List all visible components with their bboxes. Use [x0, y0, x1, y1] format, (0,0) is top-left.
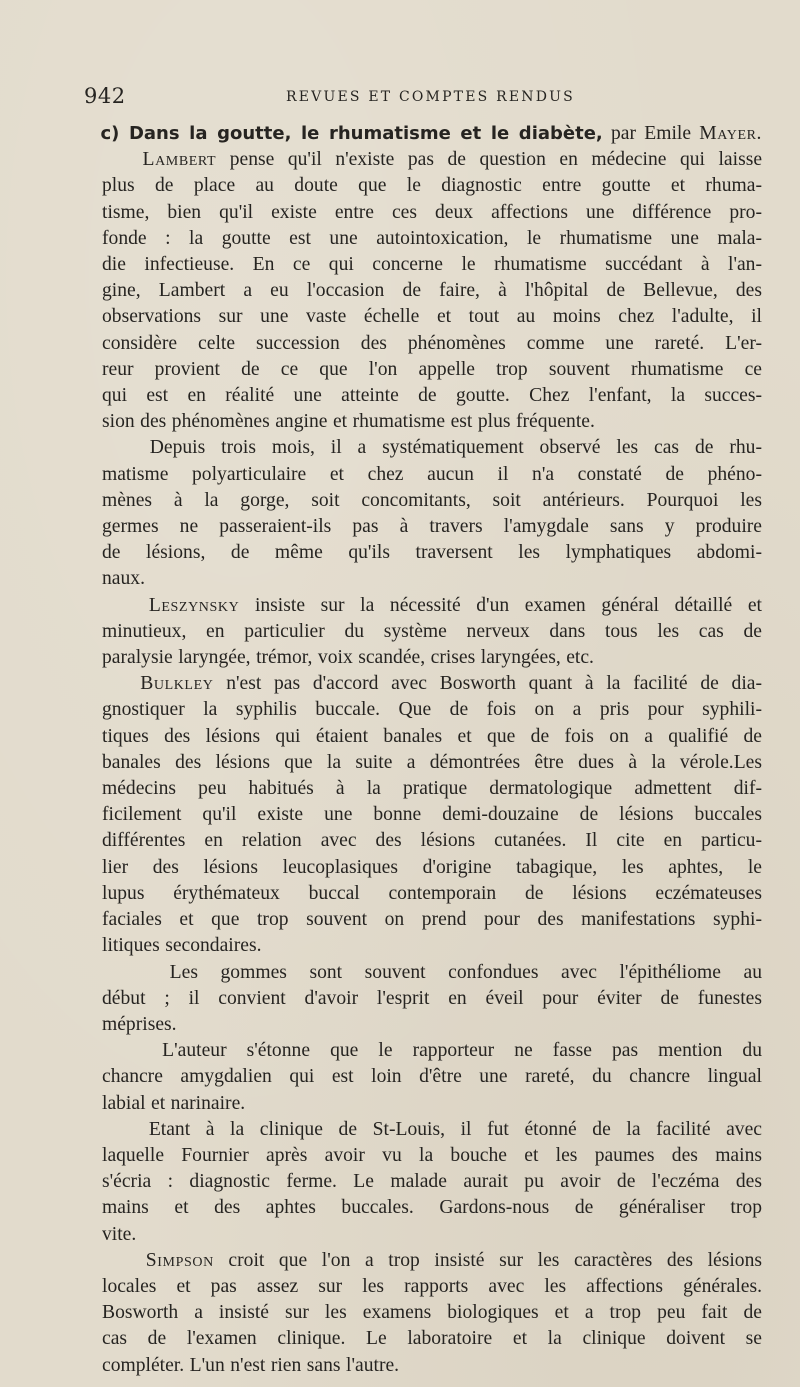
cited-author: Simpson	[145, 1249, 214, 1271]
line-text: gnostiquer la syphilis buccale. Que de fois on a pris pour syphili-	[102, 699, 762, 721]
line-text: insiste sur la nécessité d'un examen général détaillé et	[254, 594, 762, 616]
line-text: médecins peu habitués à la pratique dermatologique admettent dif-	[102, 778, 762, 800]
text-line	[84, 147, 762, 173]
line-text: début ; il convient d'avoir l'esprit en éveil pour éviter de funestes	[102, 987, 762, 1009]
line-text: paralysie laryngée, trémor, voix scandée, crises laryngées, etc.	[102, 647, 594, 669]
text-line	[84, 252, 762, 278]
text-line	[84, 907, 762, 933]
line-text: labial et narinaire.	[102, 1092, 246, 1114]
section-by: par Emile	[611, 123, 692, 144]
line-text: pense qu'il n'existe pas de question en médecine qui laisse	[229, 149, 762, 171]
line-text: L'auteur s'étonne que le rapporteur ne fasse pas mention du	[162, 1040, 762, 1062]
line-text: litiques secondaires.	[102, 935, 262, 957]
paragraph	[84, 960, 762, 1039]
text-line	[84, 1117, 762, 1143]
text-line	[84, 200, 762, 226]
text-line	[84, 1300, 762, 1326]
text-line	[84, 802, 762, 828]
line-text: qui est en réalité une atteinte de goutte. Chez l'enfant, la succes-	[102, 385, 762, 407]
line-text: Etant à la clinique de St-Louis, il fut étonné de la facilité avec	[148, 1118, 762, 1140]
text-line	[84, 488, 762, 514]
text-line	[84, 173, 762, 199]
text-line	[84, 1326, 762, 1352]
text-line	[84, 435, 762, 461]
line-text: banales des lésions que la suite a démontrées être dues à la vérole.Les	[102, 751, 762, 773]
line-text: die infectieuse. En ce qui concerne le rhumatisme succédant à l'an-	[102, 254, 762, 276]
line-text: différentes en relation avec des lésions cutanées. Il cite en particu-	[102, 830, 762, 852]
line-text: cas de l'examen clinique. Le laboratoire et la clinique doivent se	[102, 1328, 762, 1350]
cited-author: Leszynsky	[148, 594, 240, 616]
line-text: fonde : la goutte est une autointoxication, le rhumatisme une mala-	[102, 227, 762, 249]
line-text: plus de place au doute que le diagnostic entre goutte et rhuma-	[102, 175, 762, 197]
line-text: mènes à la gorge, soit concomitants, soit antérieurs. Pourquoi les	[102, 489, 762, 511]
line-text: mains et des aphtes buccales. Gardons-nous de généraliser trop	[102, 1197, 762, 1219]
running-head: REVUES ET COMPTES RENDUS	[286, 89, 575, 105]
line-text: s'écria : diagnostic ferme. Le malade aurait pu avoir de l'eczéma des	[102, 1171, 762, 1193]
line-text: compléter. L'un n'est rien sans l'autre.	[102, 1354, 400, 1376]
paragraph	[84, 593, 762, 672]
text-line	[84, 1169, 762, 1195]
line-text: n'est pas d'accord avec Bosworth quant à la facilité de dia-	[226, 673, 762, 695]
text-line	[84, 960, 762, 986]
line-text: ficilement qu'il existe une bonne demi-douzaine de lésions buccales	[102, 804, 762, 826]
line-text: minutieux, en particulier du système nerveux dans tous les cas de	[102, 620, 762, 642]
line-text: faciales et que trop souvent on prend pour des manifestations syphi-	[102, 909, 762, 931]
text-line	[84, 671, 762, 697]
text-line	[84, 1091, 762, 1117]
text-line	[84, 383, 762, 409]
text-line	[84, 750, 762, 776]
paragraph	[84, 147, 762, 435]
text-line	[84, 462, 762, 488]
line-text: laquelle Fournier après avoir vu la bouche et les paumes des mains	[102, 1144, 762, 1166]
line-text: matisme polyarticulaire et chez aucun il n'a constaté de phéno-	[102, 463, 762, 485]
line-text: méprises.	[102, 1013, 177, 1035]
cited-author: Lambert	[142, 149, 217, 171]
text-line	[84, 409, 762, 435]
text-line	[84, 619, 762, 645]
line-text: tiques des lésions qui étaient banales et que de fois on a qualifié de	[102, 725, 762, 747]
text-line	[84, 1143, 762, 1169]
text-line	[84, 776, 762, 802]
cited-author: Bulkley	[140, 673, 214, 695]
text-line	[84, 1064, 762, 1090]
line-text: Les gommes sont souvent confondues avec l'épithéliome au	[169, 961, 762, 983]
page-header	[84, 84, 762, 114]
line-text: sion des phénomènes angine et rhumatisme est plus fréquente.	[102, 411, 595, 433]
paragraph	[84, 1248, 762, 1379]
paragraph-list	[84, 147, 762, 1379]
line-text: naux.	[102, 568, 145, 590]
line-text: lier des lésions leucoplasiques d'origine tabagique, les aphtes, le	[102, 856, 762, 878]
text-line	[84, 1195, 762, 1221]
text-line	[84, 1274, 762, 1300]
section-author: Mayer.	[699, 123, 762, 144]
section-label: c) Dans la goutte, le rhumatisme et le diabète,	[100, 123, 603, 144]
line-text: Bosworth a insisté sur les examens biologiques et a trop peu fait de	[102, 1302, 762, 1324]
text-line	[84, 331, 762, 357]
line-text: tisme, bien qu'il existe entre ces deux affections une différence pro-	[102, 201, 762, 223]
paragraph	[84, 1038, 762, 1117]
line-text: de lésions, de même qu'ils traversent les lymphatiques abdomi-	[102, 542, 762, 564]
text-line	[84, 357, 762, 383]
paragraph	[84, 435, 762, 592]
text-line	[84, 828, 762, 854]
text-line	[84, 226, 762, 252]
line-text: chancre amygdalien qui est loin d'être une rareté, du chancre lingual	[102, 1066, 762, 1088]
text-line	[84, 881, 762, 907]
paragraph	[84, 1117, 762, 1248]
line-text: lupus érythémateux buccal contemporain de lésions eczémateuses	[102, 882, 762, 904]
text-line	[84, 566, 762, 592]
text-line	[84, 514, 762, 540]
text-line	[84, 1012, 762, 1038]
text-line	[84, 1038, 762, 1064]
text-line	[84, 697, 762, 723]
text-line	[84, 724, 762, 750]
line-text: vite.	[102, 1223, 137, 1245]
line-text: croit que l'on a trop insisté sur les caractères des lésions	[228, 1249, 762, 1271]
section-heading	[84, 121, 762, 147]
line-text: germes ne passeraient-ils pas à travers l'amygdale sans y produire	[102, 516, 762, 538]
line-text: observations sur une vaste échelle et tout au moins chez l'adulte, il	[102, 306, 762, 328]
line-text: locales et pas assez sur les rapports avec les affections générales.	[102, 1275, 762, 1297]
paragraph	[84, 671, 762, 959]
text-line	[84, 278, 762, 304]
section-heading-line	[84, 121, 762, 147]
text-line	[84, 1248, 762, 1274]
line-text: Depuis trois mois, il a systématiquement observé les cas de rhu-	[149, 437, 762, 459]
text-line	[84, 1353, 762, 1379]
line-text: gine, Lambert a eu l'occasion de faire, à l'hôpital de Bellevue, des	[102, 280, 762, 302]
page-number: 942	[84, 84, 126, 108]
text-line	[84, 593, 762, 619]
text-line	[84, 855, 762, 881]
text-line	[84, 304, 762, 330]
text-line	[84, 540, 762, 566]
article-body	[84, 121, 762, 1379]
text-line	[84, 1222, 762, 1248]
line-text: reur provient de ce que l'on appelle trop souvent rhumatisme ce	[102, 358, 762, 380]
text-line	[84, 933, 762, 959]
line-text: considère celte succession des phénomènes comme une rareté. L'er-	[102, 332, 762, 354]
text-line	[84, 645, 762, 671]
text-line	[84, 986, 762, 1012]
